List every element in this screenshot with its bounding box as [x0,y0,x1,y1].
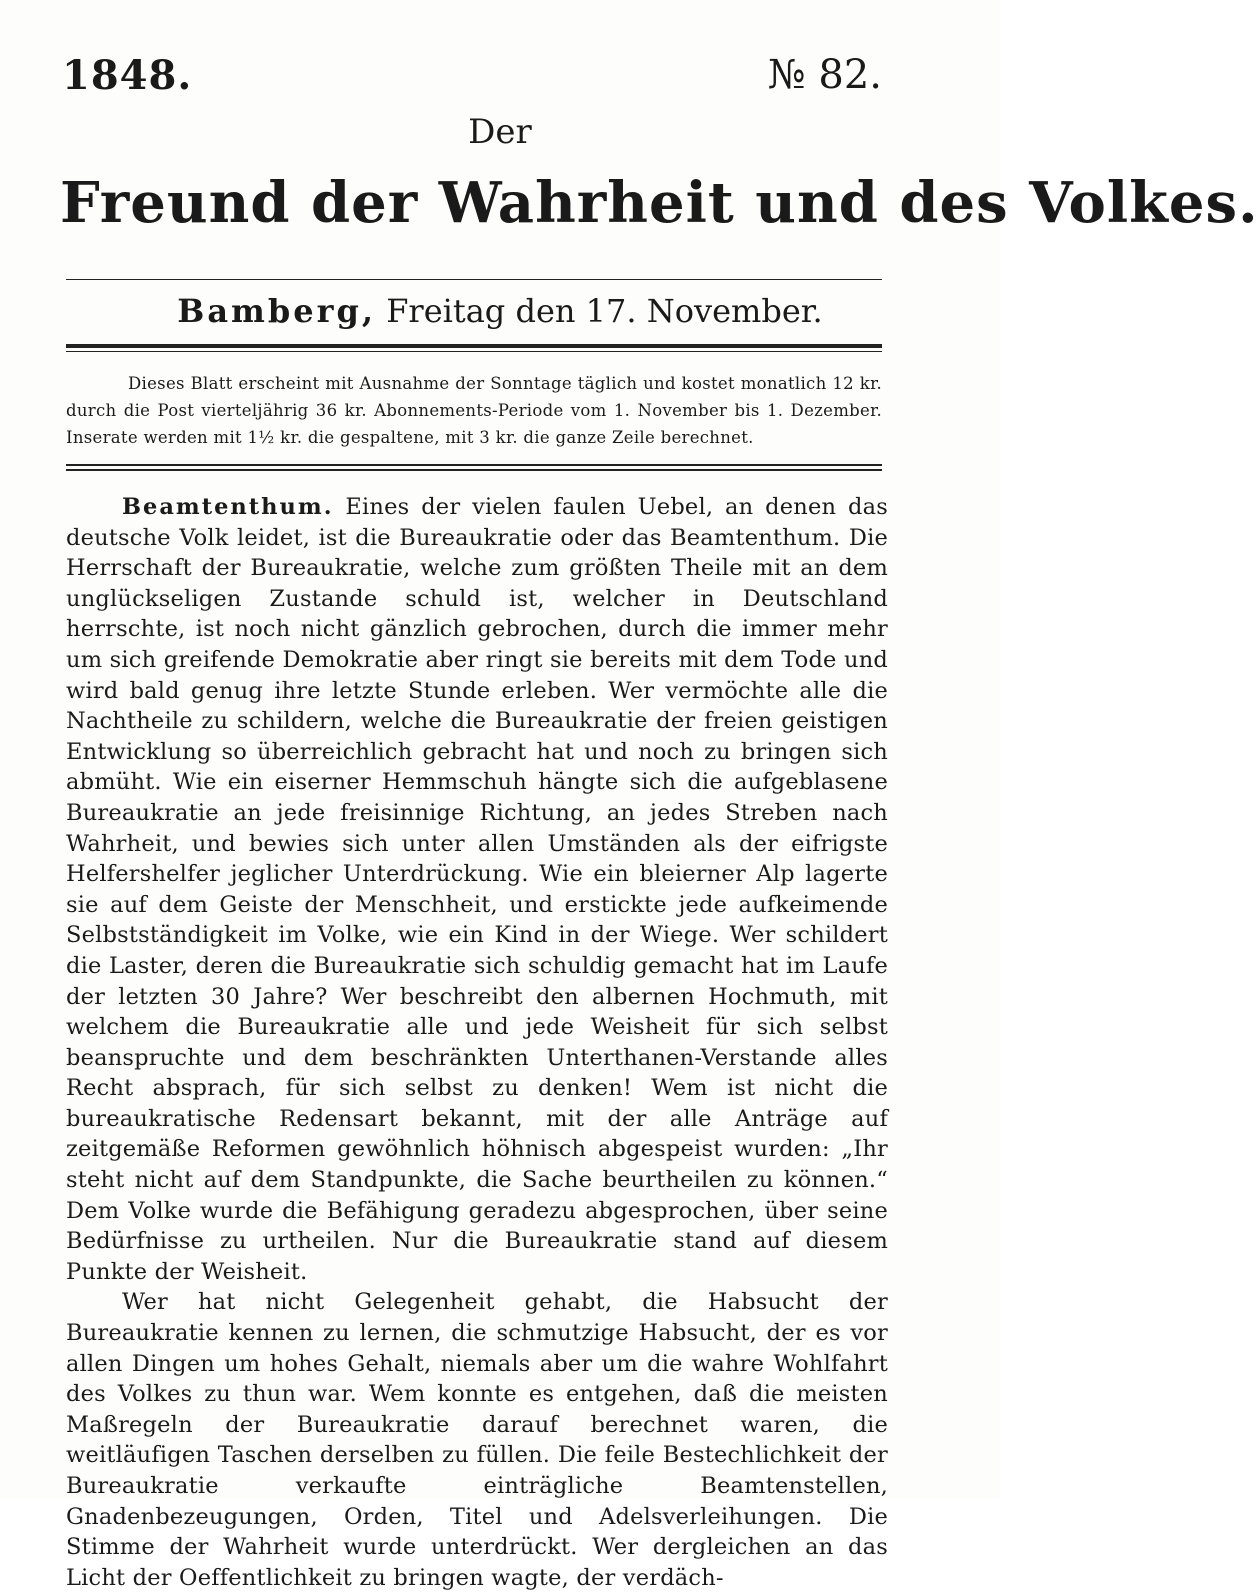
article-paragraph [66,492,888,1287]
article-headline: Beamtenthum. [122,494,334,520]
title-rule [66,279,882,280]
article-body [66,492,888,1593]
article-paragraph [66,1287,888,1593]
dateline-place: Bamberg, [177,292,377,330]
article-paragraph-2-text: Wer hat nicht Gelegenheit gehabt, die Habsucht der Bureaukratie kennen zu lernen, die schmutzige Habsucht, der es vor allen Dingen um hohes Gehalt, niemals aber um die wahre Wohlfahrt des Volkes zu thun war. Wem konnte es entgehen, daß die meisten Maßregeln der Bureaukratie darauf berechnet waren, die weitläufigen Taschen derselben zu füllen. Die feile Bestechlichkeit der Bureaukratie verkaufte einträgliche Beamtenstellen, Gnadenbezeugungen, Orden, Titel und Adelsverleihungen. Die Stimme der Wahrheit wurde unterdrückt. Wer dergleichen an das Licht der Oeffentlichkeit zu bringen wagte, der verdäch- [66,1289,888,1591]
newspaper-title: Freund der Wahrheit und des Volkes. [60,170,1259,236]
dateline-rule-thin [66,351,882,352]
subscription-notice: Dieses Blatt erscheint mit Ausnahme der Sonntage täglich und kostet monatlich 12 kr. durch die Post vierteljährig 36 kr. Abonnements-Periode vom 1. November bis 1. Dezember. Inserate werden mit 1½ kr. die gespaltene, mit 3 kr. die ganze Zeile berechnet. [66,374,882,447]
notice-rule-top [66,464,882,466]
notice-rule-bottom [66,469,882,471]
dateline-rule-thick [66,344,882,348]
masthead-top-row [62,52,882,102]
masthead-article: Der [468,112,532,152]
issue-number: № 82. [767,52,882,98]
dateline-date: Freitag den 17. November. [386,292,823,330]
article-paragraph-1-text: Eines der vielen faulen Uebel, an denen das deutsche Volk leidet, ist die Bureaukratie oder das Beamtenthum. Die Herrschaft der Bureaukratie, welche zum größten Theile mit an dem unglückseligen Zustande schuld ist, welcher in Deutschland herrschte, ist noch nicht gänzlich gebrochen, durch die immer mehr um sich greifende Demokratie aber ringt sie bereits mit dem Tode und wird bald genug ihre letzte Stunde erleben. Wer vermöchte alle die Nachtheile zu schildern, welche die Bureaukratie der freien geistigen Entwicklung so überreichlich gebracht hat und noch zu bringen sich abmüht. Wie ein eiserner Hemmschuh hängte sich die aufgeblasene Bureaukratie an jede freisinnige Richtung, an jedes Streben nach Wahrheit, und bewies sich unter allen Umständen als der eifrigste Helfershelfer jeglicher Unterdrückung. Wie ein bleierner Alp lagerte sie auf dem Geiste der Menschheit, und erstickte jede aufkeimende Selbstständigkeit im Volke, wie ein Kind in der Wiege. Wer schildert die Laster, deren die Bureaukratie sich schuldig gemacht hat im Laufe der letzten 30 Jahre? Wer beschreibt den albernen Hochmuth, mit welchem die Bureaukratie alle und jede Weisheit für sich selbst beanspruchte und dem beschränkten Unterthanen-Verstande alles Recht absprach, für sich selbst zu denken! Wem ist nicht die bureaukratische Redensart bekannt, mit der alle Anträge auf zeitgemäße Reformen gewöhnlich höhnisch abgespeist wurden: „Ihr steht nicht auf dem Standpunkte, die Sache beurtheilen zu können.“ Dem Volke wurde die Befähigung geradezu abgesprochen, über seine Bedürfnisse zu urtheilen. Nur die Bureaukratie stand auf diesem Punkte der Weisheit. [66,494,888,1285]
publication-year: 1848. [62,52,193,99]
dateline [0,292,1000,330]
